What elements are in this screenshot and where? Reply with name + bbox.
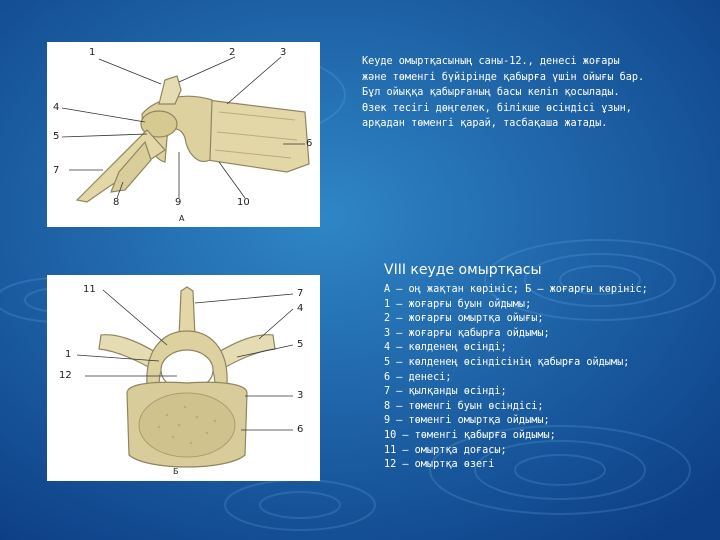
label-a-6: 6	[306, 138, 313, 149]
label-a-1: 1	[89, 47, 96, 58]
legend-item: 5 — көлденең өсіндісінің қабырға ойдымы;	[384, 356, 630, 368]
legend-item: 12 — омыртқа өзегі	[384, 459, 495, 471]
label-a-9: 9	[175, 197, 182, 208]
label-a-8: 8	[113, 197, 120, 208]
figure-b-superior-view	[47, 275, 320, 481]
description-line: Кеуде омыртқасының саны-12., денесі жоғары	[362, 56, 620, 67]
caption-b: Б	[173, 467, 179, 476]
legend-item: 2 — жоғарғы омыртқа ойығы;	[384, 313, 544, 325]
label-b-7: 7	[297, 288, 304, 299]
label-b-11: 11	[83, 284, 96, 295]
figure-a-lateral-view	[47, 42, 320, 227]
label-a-2: 2	[229, 47, 236, 58]
label-b-1: 1	[65, 349, 72, 360]
slide-title: VIII кеуде омыртқасы	[384, 262, 542, 278]
legend-item: 7 — қылқанды өсінді;	[384, 386, 507, 398]
label-b-5: 5	[297, 339, 304, 350]
vertebra-superior-illustration	[47, 275, 320, 481]
description-line: Өзек тесігі дөңгелек, білікше өсіндісі ұзын,	[362, 102, 632, 114]
caption-a: А	[179, 214, 185, 223]
spinous-process	[179, 287, 195, 337]
legend-item: 11 — омыртқа доғасы;	[384, 444, 507, 456]
description-text	[362, 54, 692, 132]
description-line: және төменгі бүйірінде қабырға үшін ойығы бар.	[362, 71, 645, 83]
label-b-12: 12	[59, 370, 72, 381]
legend-item: А — оң жақтан көрініс; Б — жоғарғы көрініс;	[384, 284, 648, 295]
legend-item: 10 — төменгі қабырға ойдымы;	[384, 429, 556, 441]
label-a-10: 10	[237, 197, 250, 208]
label-a-7: 7	[53, 165, 60, 176]
description-line: Бұл ойыққа қабырғаның басы келіп қосылады.	[362, 87, 620, 98]
label-a-3: 3	[280, 47, 287, 58]
label-a-5: 5	[53, 131, 60, 142]
legend-item: 1 — жоғарғы буын ойдымы;	[384, 298, 532, 310]
legend-list	[384, 283, 648, 473]
legend-item: 3 — жоғарғы қабырға ойдымы;	[384, 327, 550, 339]
vertebra-lateral-illustration	[47, 42, 320, 227]
label-b-4: 4	[297, 303, 304, 314]
label-a-4: 4	[53, 102, 60, 113]
spinous-process	[77, 130, 165, 202]
legend-item: 4 — көлденең өсінді;	[384, 342, 507, 354]
legend-item: 9 — төменгі омыртқа ойдымы;	[384, 415, 550, 427]
legend-item: 6 — денесі;	[384, 371, 452, 383]
description-line: арқадан төменгі қарай, тасбақаша жатады.	[362, 118, 608, 129]
legend-item: 8 — төменгі буын өсіндісі;	[384, 400, 544, 412]
label-b-3: 3	[297, 390, 304, 401]
label-b-6: 6	[297, 424, 304, 435]
